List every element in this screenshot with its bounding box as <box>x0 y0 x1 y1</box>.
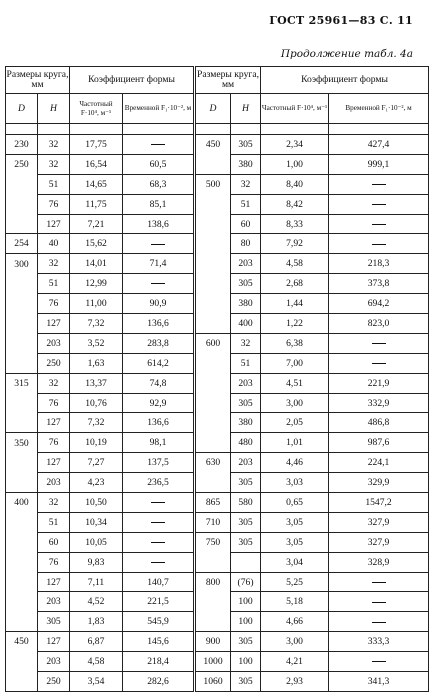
cell-d: 600 <box>195 333 231 353</box>
cell-d <box>6 393 38 413</box>
col-freq-right: Частотный F·10⁴, м⁻¹ <box>261 94 329 124</box>
cell-d <box>6 512 38 532</box>
cell-d <box>195 592 231 612</box>
cell-freq: 3,04 <box>261 552 329 572</box>
cell-freq: 8,42 <box>261 194 329 214</box>
cell-d <box>195 433 231 453</box>
cell-h: 305 <box>231 135 261 155</box>
cell-freq: 7,92 <box>261 234 329 254</box>
cell-d <box>6 532 38 552</box>
cell-time: 136,6 <box>123 314 195 334</box>
cell-time: 427,4 <box>329 135 429 155</box>
cell-h: 60 <box>38 532 70 552</box>
cell-d: 1000 <box>195 652 231 672</box>
cell-time <box>123 532 195 552</box>
cell-h: 51 <box>231 353 261 373</box>
cell-d <box>6 552 38 572</box>
cell-freq: 4,52 <box>70 592 123 612</box>
table-row <box>6 433 429 453</box>
cell-freq: 8,40 <box>261 174 329 194</box>
size-group-header-right: Размеры круга, мм <box>195 67 261 94</box>
cell-time: 987,6 <box>329 433 429 453</box>
table-row <box>6 274 429 294</box>
cell-freq: 7,32 <box>70 314 123 334</box>
cell-d <box>6 174 38 194</box>
cell-freq: 0,65 <box>261 493 329 513</box>
cell-freq: 2,05 <box>261 413 329 433</box>
cell-h <box>231 552 261 572</box>
table-row <box>6 154 429 174</box>
cell-h: 100 <box>231 612 261 632</box>
cell-d: 1060 <box>195 672 231 692</box>
cell-h: 76 <box>38 393 70 413</box>
cell-h: 250 <box>38 672 70 692</box>
cell-h: 32 <box>231 174 261 194</box>
cell-freq: 3,00 <box>261 393 329 413</box>
cell-d <box>195 274 231 294</box>
cell-d <box>6 672 38 692</box>
cell-time: 999,1 <box>329 154 429 174</box>
cell-time: 236,5 <box>123 473 195 493</box>
table-continuation-caption: Продолжение табл. 4а <box>280 48 413 60</box>
cell-time <box>123 512 195 532</box>
cell-freq: 7,00 <box>261 353 329 373</box>
table-row <box>6 373 429 393</box>
cell-h: 51 <box>38 512 70 532</box>
table-row <box>6 174 429 194</box>
cell-d <box>195 314 231 334</box>
cell-d: 900 <box>195 632 231 652</box>
col-h-right: H <box>231 94 261 124</box>
cell-h: 580 <box>231 493 261 513</box>
cell-time: 92,9 <box>123 393 195 413</box>
cell-h: 480 <box>231 433 261 453</box>
table-row <box>6 353 429 373</box>
cell-d <box>6 353 38 373</box>
cell-freq: 11,00 <box>70 294 123 314</box>
cell-freq: 13,37 <box>70 373 123 393</box>
cell-freq: 4,66 <box>261 612 329 632</box>
cell-freq: 7,11 <box>70 572 123 592</box>
cell-freq: 3,03 <box>261 473 329 493</box>
cell-h: (76) <box>231 572 261 592</box>
cell-d <box>6 652 38 672</box>
cell-h: 51 <box>231 194 261 214</box>
cell-freq: 3,52 <box>70 333 123 353</box>
table-row <box>6 572 429 592</box>
cell-d <box>6 314 38 334</box>
cell-freq: 12,99 <box>70 274 123 294</box>
cell-freq: 2,34 <box>261 135 329 155</box>
cell-d: 400 <box>6 493 38 513</box>
table-row <box>6 453 429 473</box>
cell-time: 1547,2 <box>329 493 429 513</box>
table-row <box>6 333 429 353</box>
cell-freq: 7,21 <box>70 214 123 234</box>
cell-time: 328,9 <box>329 552 429 572</box>
page-header: ГОСТ 25961—83 С. 11 <box>269 14 413 27</box>
col-d-left: D <box>6 94 38 124</box>
cell-h: 380 <box>231 413 261 433</box>
cell-freq: 5,25 <box>261 572 329 592</box>
dash-mark <box>372 582 386 583</box>
shape-coefficient-table <box>5 66 429 692</box>
cell-time <box>123 135 195 155</box>
cell-time: 74,8 <box>123 373 195 393</box>
col-h-left: H <box>38 94 70 124</box>
dash-mark <box>372 343 386 344</box>
dash-mark <box>372 661 386 662</box>
cell-freq: 15,62 <box>70 234 123 254</box>
table-row <box>6 254 429 274</box>
cell-time <box>329 174 429 194</box>
cell-d: 315 <box>6 373 38 393</box>
cell-freq: 3,05 <box>261 512 329 532</box>
cell-freq: 10,76 <box>70 393 123 413</box>
cell-freq: 6,87 <box>70 632 123 652</box>
cell-time: 218,4 <box>123 652 195 672</box>
cell-h: 127 <box>38 453 70 473</box>
cell-h: 305 <box>231 393 261 413</box>
size-group-header-left: Размеры круга, мм <box>6 67 70 94</box>
cell-freq: 4,51 <box>261 373 329 393</box>
col-d-right: D <box>195 94 231 124</box>
dash-mark <box>151 562 165 563</box>
cell-freq: 3,00 <box>261 632 329 652</box>
cell-freq: 1,63 <box>70 353 123 373</box>
cell-time: 283,8 <box>123 333 195 353</box>
table-row <box>6 234 429 254</box>
col-time-left: Временной F₁·10⁻², м <box>123 94 195 124</box>
cell-time: 332,9 <box>329 393 429 413</box>
cell-freq: 4,46 <box>261 453 329 473</box>
cell-h: 40 <box>38 234 70 254</box>
cell-h: 203 <box>231 373 261 393</box>
cell-time: 60,5 <box>123 154 195 174</box>
cell-time: 341,3 <box>329 672 429 692</box>
cell-freq: 4,58 <box>70 652 123 672</box>
cell-time: 694,2 <box>329 294 429 314</box>
cell-d: 450 <box>6 632 38 652</box>
cell-time: 327,9 <box>329 532 429 552</box>
cell-h: 203 <box>231 453 261 473</box>
cell-time <box>329 652 429 672</box>
cell-time: 823,0 <box>329 314 429 334</box>
cell-h: 400 <box>231 314 261 334</box>
cell-h: 305 <box>231 473 261 493</box>
cell-d: 750 <box>195 532 231 552</box>
cell-time <box>329 194 429 214</box>
cell-time: 140,7 <box>123 572 195 592</box>
cell-time: 333,3 <box>329 632 429 652</box>
cell-time: 327,9 <box>329 512 429 532</box>
cell-freq: 14,01 <box>70 254 123 274</box>
cell-time: 221,9 <box>329 373 429 393</box>
cell-freq: 16,54 <box>70 154 123 174</box>
cell-h: 76 <box>38 194 70 214</box>
cell-h: 32 <box>38 135 70 155</box>
cell-time: 68,3 <box>123 174 195 194</box>
cell-freq: 4,21 <box>261 652 329 672</box>
cell-d: 350 <box>6 433 38 453</box>
cell-freq: 1,83 <box>70 612 123 632</box>
cell-d <box>6 274 38 294</box>
cell-time <box>329 572 429 592</box>
cell-d <box>195 552 231 572</box>
table-row <box>6 135 429 155</box>
cell-h: 32 <box>38 154 70 174</box>
dash-mark <box>372 204 386 205</box>
cell-freq: 11,75 <box>70 194 123 214</box>
dash-mark <box>372 602 386 603</box>
cell-h: 305 <box>38 612 70 632</box>
table-row <box>6 632 429 652</box>
cell-time: 218,3 <box>329 254 429 274</box>
cell-d <box>195 473 231 493</box>
cell-h: 127 <box>38 572 70 592</box>
coef-group-header-left: Коэффициент формы <box>70 67 195 94</box>
cell-h: 76 <box>38 433 70 453</box>
table-row <box>6 493 429 513</box>
table-row <box>6 532 429 552</box>
cell-d <box>195 194 231 214</box>
cell-time <box>329 234 429 254</box>
cell-d: 865 <box>195 493 231 513</box>
cell-time: 614,2 <box>123 353 195 373</box>
cell-time: 136,6 <box>123 413 195 433</box>
cell-d <box>195 373 231 393</box>
cell-h: 127 <box>38 413 70 433</box>
cell-h: 203 <box>38 473 70 493</box>
table-row <box>6 473 429 493</box>
dash-mark <box>372 622 386 623</box>
cell-freq: 3,54 <box>70 672 123 692</box>
cell-d: 710 <box>195 512 231 532</box>
dash-mark <box>151 144 165 145</box>
dash-mark <box>151 283 165 284</box>
cell-d <box>6 333 38 353</box>
cell-time: 137,5 <box>123 453 195 473</box>
table-row <box>6 552 429 572</box>
cell-d: 254 <box>6 234 38 254</box>
cell-h: 305 <box>231 512 261 532</box>
cell-d <box>6 572 38 592</box>
cell-d <box>6 194 38 214</box>
cell-h: 32 <box>38 373 70 393</box>
cell-freq: 2,93 <box>261 672 329 692</box>
cell-freq: 7,32 <box>70 413 123 433</box>
cell-d <box>195 234 231 254</box>
cell-d: 630 <box>195 453 231 473</box>
dash-mark <box>372 224 386 225</box>
cell-time <box>329 592 429 612</box>
cell-freq: 6,38 <box>261 333 329 353</box>
cell-time: 373,8 <box>329 274 429 294</box>
dash-mark <box>372 244 386 245</box>
cell-h: 76 <box>38 294 70 314</box>
cell-time: 138,6 <box>123 214 195 234</box>
col-time-right: Временной F₁·10⁻², м <box>329 94 429 124</box>
cell-h: 305 <box>231 632 261 652</box>
cell-h: 127 <box>38 632 70 652</box>
table-body <box>6 124 429 692</box>
cell-h: 51 <box>38 174 70 194</box>
cell-freq: 8,33 <box>261 214 329 234</box>
cell-time: 71,4 <box>123 254 195 274</box>
cell-time <box>123 552 195 572</box>
cell-d: 230 <box>6 135 38 155</box>
cell-time: 85,1 <box>123 194 195 214</box>
cell-freq: 2,68 <box>261 274 329 294</box>
cell-time: 221,5 <box>123 592 195 612</box>
dash-mark <box>151 542 165 543</box>
cell-h: 203 <box>38 333 70 353</box>
cell-d <box>195 393 231 413</box>
cell-time: 98,1 <box>123 433 195 453</box>
cell-d <box>6 453 38 473</box>
cell-d: 500 <box>195 174 231 194</box>
cell-h: 127 <box>38 314 70 334</box>
cell-h: 80 <box>231 234 261 254</box>
cell-freq: 7,27 <box>70 453 123 473</box>
cell-h: 32 <box>231 333 261 353</box>
cell-freq: 9,83 <box>70 552 123 572</box>
dash-mark <box>151 502 165 503</box>
cell-h: 305 <box>231 532 261 552</box>
cell-h: 305 <box>231 672 261 692</box>
table-row <box>6 413 429 433</box>
cell-h: 100 <box>231 652 261 672</box>
cell-time: 224,1 <box>329 453 429 473</box>
cell-h: 305 <box>231 274 261 294</box>
cell-d: 450 <box>195 135 231 155</box>
cell-d <box>6 214 38 234</box>
table-row <box>6 512 429 532</box>
coef-group-header-right: Коэффициент формы <box>261 67 429 94</box>
table-row <box>6 194 429 214</box>
cell-h: 380 <box>231 294 261 314</box>
cell-time <box>123 493 195 513</box>
cell-freq: 5,18 <box>261 592 329 612</box>
col-freq-left: Частотный F·10⁴, м⁻¹ <box>70 94 123 124</box>
cell-h: 203 <box>38 592 70 612</box>
cell-freq: 1,44 <box>261 294 329 314</box>
cell-d <box>195 294 231 314</box>
cell-d <box>195 154 231 174</box>
table-row <box>6 314 429 334</box>
cell-d <box>195 413 231 433</box>
cell-freq: 10,05 <box>70 532 123 552</box>
table-row <box>6 592 429 612</box>
cell-time: 329,9 <box>329 473 429 493</box>
cell-freq: 3,05 <box>261 532 329 552</box>
cell-time <box>123 234 195 254</box>
cell-d <box>195 214 231 234</box>
cell-h: 100 <box>231 592 261 612</box>
cell-d <box>195 353 231 373</box>
table-row <box>6 672 429 692</box>
table-row <box>6 294 429 314</box>
cell-h: 203 <box>38 652 70 672</box>
cell-h: 51 <box>38 274 70 294</box>
table-row <box>6 214 429 234</box>
cell-freq: 4,23 <box>70 473 123 493</box>
cell-freq: 10,34 <box>70 512 123 532</box>
cell-d <box>6 592 38 612</box>
cell-time <box>123 274 195 294</box>
cell-time: 90,9 <box>123 294 195 314</box>
cell-freq: 14,65 <box>70 174 123 194</box>
cell-d <box>6 413 38 433</box>
cell-time <box>329 214 429 234</box>
cell-time: 282,6 <box>123 672 195 692</box>
cell-d: 800 <box>195 572 231 592</box>
cell-time: 486,8 <box>329 413 429 433</box>
cell-h: 32 <box>38 254 70 274</box>
cell-d: 250 <box>6 154 38 174</box>
dash-mark <box>372 363 386 364</box>
cell-time <box>329 353 429 373</box>
cell-time: 545,9 <box>123 612 195 632</box>
dash-mark <box>372 184 386 185</box>
cell-time: 145,6 <box>123 632 195 652</box>
cell-freq: 17,75 <box>70 135 123 155</box>
table-row <box>6 393 429 413</box>
cell-h: 60 <box>231 214 261 234</box>
cell-h: 250 <box>38 353 70 373</box>
dash-mark <box>151 244 165 245</box>
cell-freq: 1,22 <box>261 314 329 334</box>
cell-d: 300 <box>6 254 38 274</box>
cell-time <box>329 333 429 353</box>
cell-h: 32 <box>38 493 70 513</box>
table-row <box>6 652 429 672</box>
cell-d <box>195 254 231 274</box>
cell-freq: 4,58 <box>261 254 329 274</box>
dash-mark <box>151 522 165 523</box>
cell-freq: 1,01 <box>261 433 329 453</box>
cell-freq: 10,19 <box>70 433 123 453</box>
cell-h: 203 <box>231 254 261 274</box>
cell-h: 76 <box>38 552 70 572</box>
cell-h: 380 <box>231 154 261 174</box>
cell-freq: 10,50 <box>70 493 123 513</box>
cell-d <box>6 473 38 493</box>
cell-d <box>6 294 38 314</box>
cell-freq: 1,00 <box>261 154 329 174</box>
cell-h: 127 <box>38 214 70 234</box>
